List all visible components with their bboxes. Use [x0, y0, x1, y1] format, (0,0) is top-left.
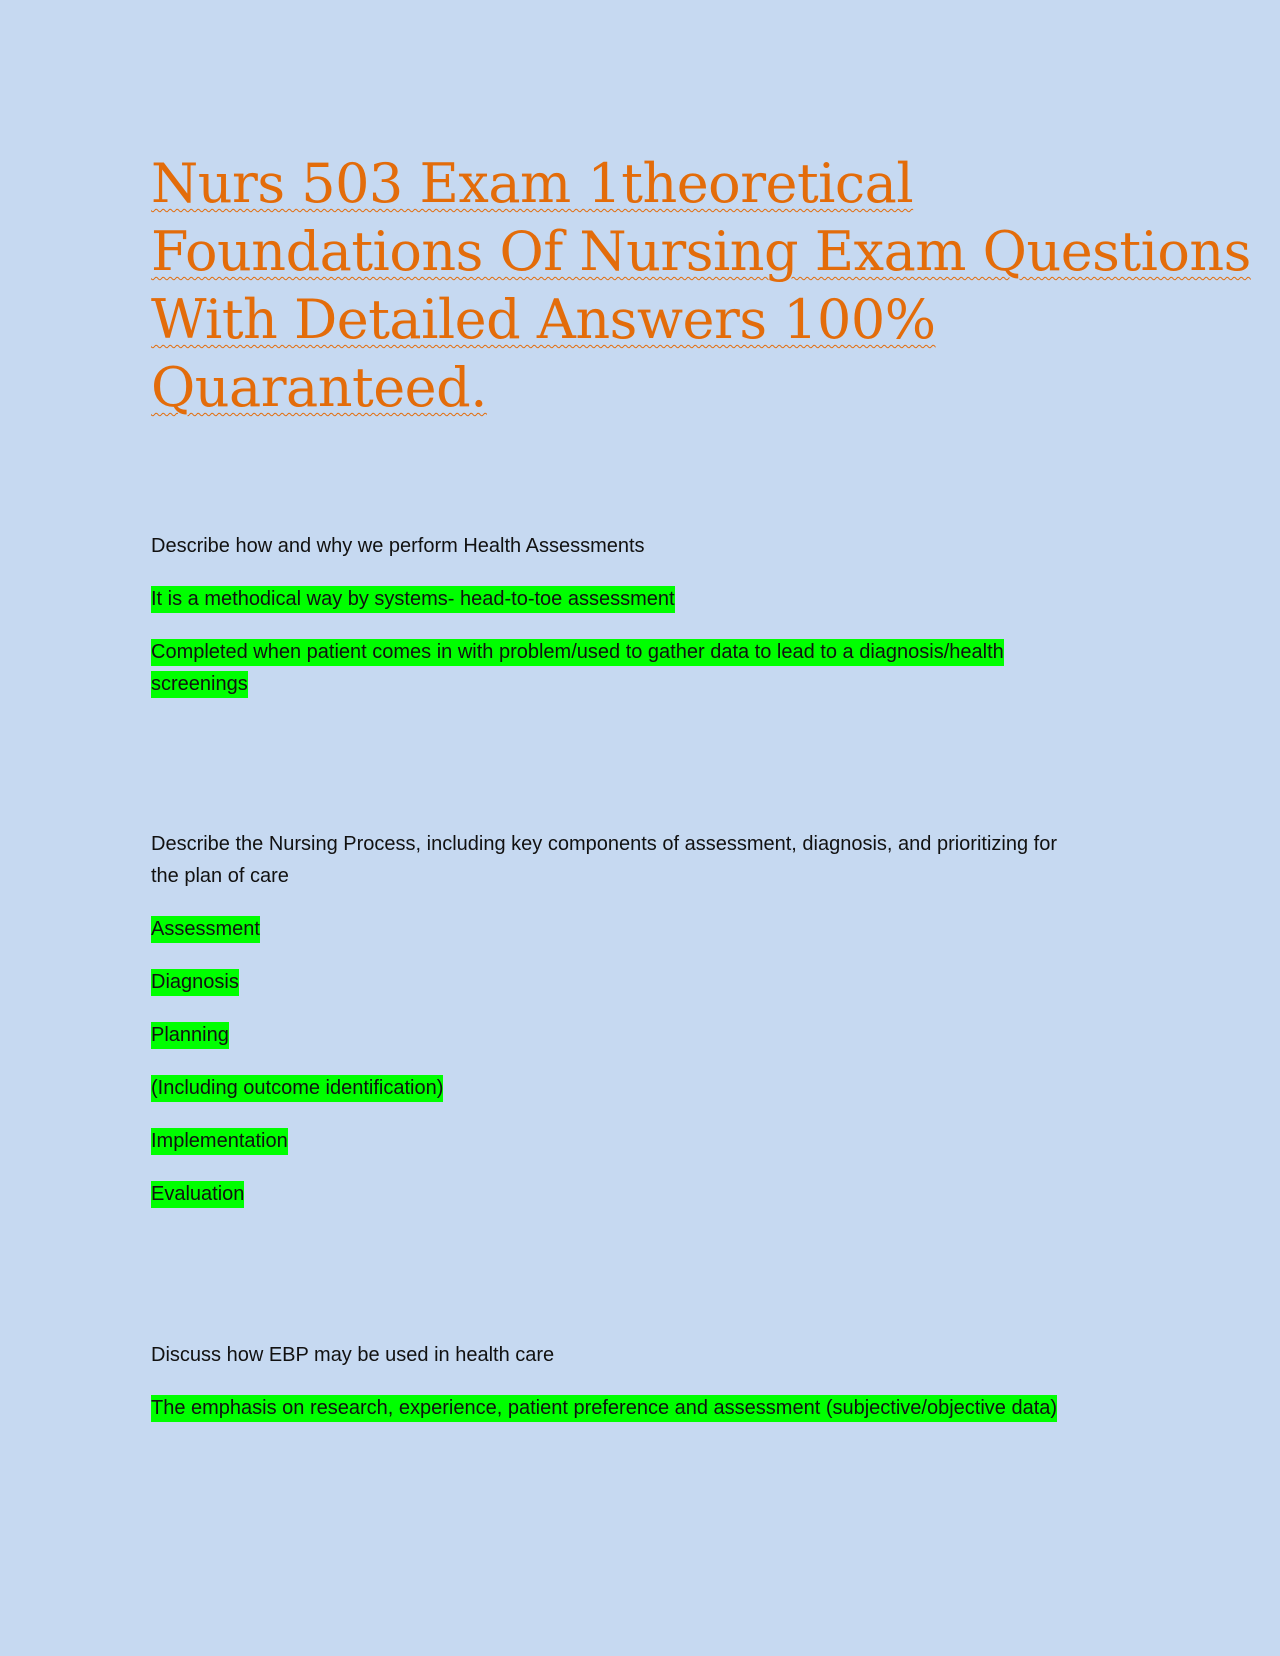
answer-line: Diagnosis: [151, 966, 239, 998]
answer-line: Evaluation: [151, 1178, 244, 1210]
answer-line: Planning: [151, 1019, 229, 1051]
title-line: Nurs 503 Exam 1theoretical: [151, 152, 914, 215]
question-ebp: Discuss how EBP may be used in health care: [151, 1344, 555, 1366]
title-line: Foundations Of Nursing Exam Questions: [151, 220, 1251, 283]
title-line: Quaranteed.: [151, 356, 487, 419]
question-nursing-process-cont: the plan of care: [151, 865, 289, 887]
question-nursing-process: Describe the Nursing Process, including key components of assessment, diagnosis, and prioritizing for: [151, 833, 1057, 855]
question-health-assessments: Describe how and why we perform Health Assessments: [151, 535, 645, 557]
answer-line: Assessment: [151, 913, 260, 945]
title-line: With Detailed Answers 100%: [151, 288, 936, 351]
document-title: [151, 150, 1251, 422]
answer-line: screenings: [151, 668, 248, 700]
answer-line: The emphasis on research, experience, patient preference and assessment (subjective/objective data): [151, 1392, 1057, 1424]
answer-line: It is a methodical way by systems- head-to-toe assessment: [151, 583, 675, 615]
answer-line: Implementation: [151, 1125, 288, 1157]
answer-line: Completed when patient comes in with problem/used to gather data to lead to a diagnosis/health: [151, 636, 1004, 668]
answer-line: (Including outcome identification): [151, 1072, 443, 1104]
